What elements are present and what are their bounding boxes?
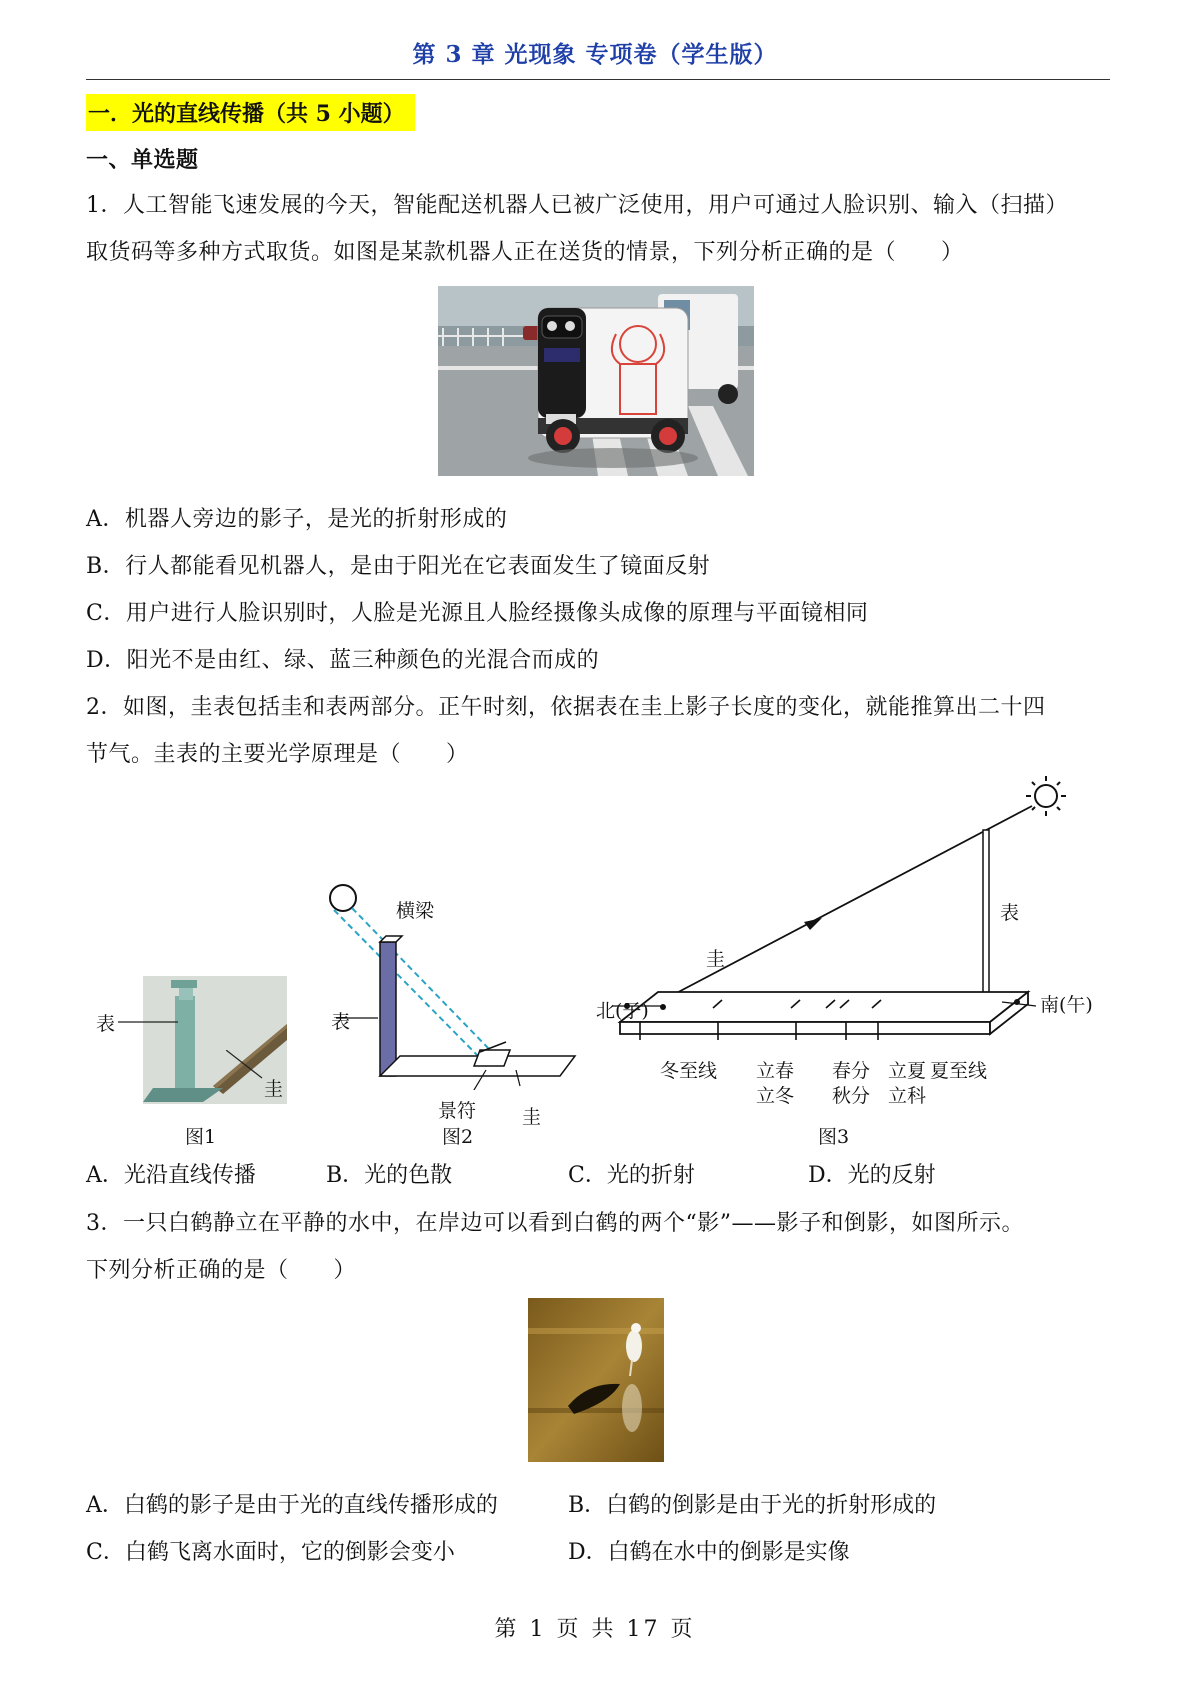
q1-option-c: C．用户进行人脸识别时，人脸是光源且人脸经摄像头成像的原理与平面镜相同 [86,601,869,626]
q1-option-a: A．机器人旁边的影子，是光的折射形成的 [86,507,508,532]
fig3-mark-label: 立科 [888,1085,927,1107]
fig3-mark-label: 秋分 [832,1085,871,1107]
q3-stem-line1: 3．一只白鹤静立在平静的水中，在岸边可以看到白鹤的两个“影”——影子和倒影，如图所示。 [86,1211,1024,1236]
fig3-label-biao: 表 [1000,902,1020,924]
q2-fig2-diagram [320,880,580,1090]
fig1-label-gui: 圭 [264,1078,284,1100]
header-divider [86,79,1110,80]
q2-option-c: C．光的折射 [568,1163,695,1188]
q2-option-a: A．光沿直线传播 [86,1163,256,1188]
fig2-caption: 图2 [442,1126,474,1148]
page-title: 第 3 章 光现象 专项卷（学生版） [412,41,778,68]
section-heading: 一．光的直线传播（共 5 小题） [86,94,415,131]
q1-stem-line2: 取货码等多种方式取货。如图是某款机器人正在送货的情景，下列分析正确的是（ ） [86,240,964,265]
fig3-sun-icon [1026,776,1066,816]
fig2-label-hengliang: 横梁 [396,900,435,922]
page-footer: 第 1 页 共 17 页 [494,1617,696,1642]
q1-stem-line1: 1．人工智能飞速发展的今天，智能配送机器人已被广泛使用，用户可通过人脸识别、输入（扫描） [86,193,1069,218]
q3-option-a: A．白鹤的影子是由于光的直线传播形成的 [86,1493,498,1518]
fig3-mark-label: 立夏 [888,1060,927,1082]
fig3-mark-label: 立春 [756,1060,795,1082]
q3-option-c: C．白鹤飞离水面时，它的倒影会变小 [86,1540,455,1565]
fig3-label-north: 北(子) [596,1000,649,1022]
fig1-caption: 图1 [185,1126,217,1148]
q3-option-d: D．白鹤在水中的倒影是实像 [568,1540,850,1565]
q3-stem-line2: 下列分析正确的是（ ） [86,1258,357,1283]
fig2-label-gui: 圭 [522,1106,542,1128]
fig3-mark-label: 立冬 [756,1085,795,1107]
fig1-leader-gui [226,1050,266,1080]
fig3-mark-label: 冬至线 [660,1060,718,1082]
q1-robot-photo [438,286,754,476]
fig3-label-gui: 圭 [706,948,726,970]
q2-stem-line2: 节气。圭表的主要光学原理是（ ） [86,742,469,767]
fig2-label-biao: 表 [331,1011,351,1033]
fig2-label-jingfu: 景符 [438,1100,477,1122]
q2-option-d: D．光的反射 [808,1163,936,1188]
fig1-leader-biao [118,1020,178,1024]
subsection-heading: 一、单选题 [86,147,199,173]
q2-stem-line1: 2．如图，圭表包括圭和表两部分。正午时刻，依据表在圭上影子长度的变化，就能推算出二十四 [86,695,1046,720]
q1-option-d: D．阳光不是由红、绿、蓝三种颜色的光混合而成的 [86,648,600,673]
fig3-caption: 图3 [818,1126,850,1148]
q3-option-b: B．白鹤的倒影是由于光的折射形成的 [568,1493,937,1518]
fig3-mark-label: 夏至线 [930,1060,988,1082]
fig3-mark-label: 春分 [832,1060,871,1082]
q3-crane-photo [528,1298,664,1462]
q2-option-b: B．光的色散 [326,1163,453,1188]
fig1-label-biao: 表 [96,1013,116,1035]
fig3-label-south: 南(午) [1040,994,1093,1016]
q1-option-b: B．行人都能看见机器人，是由于阳光在它表面发生了镜面反射 [86,554,711,579]
q2-fig3-diagram [600,770,1100,1050]
